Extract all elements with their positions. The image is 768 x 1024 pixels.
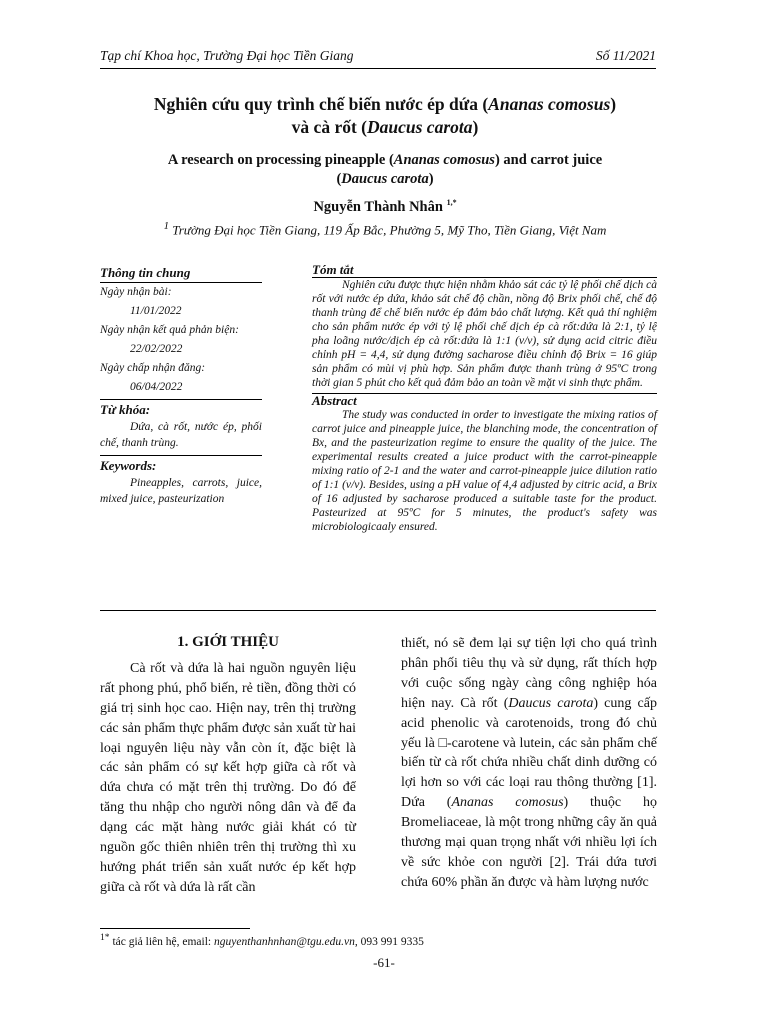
title-vi-scientific-name: Ananas comosus	[488, 94, 611, 114]
accepted-label: Ngày chấp nhận đăng:	[100, 362, 206, 374]
title-vi-text: và cà rốt (	[291, 117, 367, 137]
keywords-en-heading: Keywords:	[100, 458, 157, 473]
intro-paragraph-left: Cà rốt và dứa là hai nguồn nguyên liệu rất phong phú, phổ biến, rẻ tiền, đồng thời có giá trị sinh học cao. Hiện nay, trên thị trường các sản phẩm thực phẩm được sản xuất từ hai loại nguyên liệu này vẫn còn ít, đặc biệt là các sản phẩm có sự kết hợp giữa cà rốt và dứa chưa có mặt trên thị trường. Do đó để tăng thu nhập cho người nông dân và để đa dạng các mặt hàng nước giải khát có từ nguồn gốc thiên nhiên trên thị trường thì xu hướng phát triển sản xuất nước ép kết hợp giữa cà rốt và dứa là rất cần	[100, 660, 356, 895]
author-superscript: 1,*	[446, 198, 457, 207]
abstract-en-heading: Abstract	[312, 393, 357, 408]
title-en-scientific-name: Daucus carota	[341, 171, 429, 187]
footnote-rule	[100, 928, 250, 929]
keywords-vi: Dứa, cà rốt, nước ép, phối chế, thanh trùng.	[100, 421, 262, 449]
footnote	[100, 932, 424, 948]
title-en-text: A research on processing pineapple (	[167, 152, 394, 168]
footnote-email[interactable]: nguyenthanhnhan@tgu.edu.vn	[214, 935, 355, 948]
received-date: 11/01/2022	[130, 305, 182, 317]
section-title: GIỚI THIỆU	[192, 634, 279, 650]
abstract-en-text: The study was conducted in order to investigate the mixing ratios of carrot juice and pineapple juice, the blanching mode, the concentration of Bx, and the pasteurization regime to ensure the quality of the juice. The experimental results created a juice product with the carrot-pineapple mixing ratio of 2-1 and the water and carrot-pineapple juice dilution ratio of 1:1 (v/v). Besides, using a pH value of 4,4 adjusted by citric acid, a Brix of 16 adjusted by sacharose produced a suitable taste for the product. Pasteurized at 95ºC for 5 minutes, the product's safety was microbiologicaaly ensured.	[312, 409, 657, 533]
body-left-column	[100, 633, 356, 898]
abstract-vi-text: Nghiên cứu được thực hiện nhằm khảo sát các tỷ lệ phối chế dịch cà rốt với nước ép dứa, khảo sát chế độ chần, nồng độ Brix phối chế, chế độ thanh trùng để chế biến nước ép đảm bảo chất lượng. Kết quả thí nghiệm cho sản phẩm nước ép với tỷ lệ phối chế dịch ép cà rốt:dứa là 2:1, tỷ lệ pha loãng nước/dịch ép cà rốt:dứa là 1:1 (v/v), sử dụng acid citric điều chỉnh pH = 4,4, sử dụng đường sacharose điều chỉnh độ Brix = 16 giúp sản phẩm có mùi vị phù hợp. Sản phẩm được thanh trùng ở 95ºC trong thời gian 5 phút cho kết quả đảm bảo an toàn về mặt vi sinh thực phẩm.	[312, 279, 657, 389]
section-heading	[100, 633, 356, 653]
abstract-section	[312, 263, 657, 534]
keywords-en: Pineapples, carrots, juice, mixed juice, pasteurization	[100, 477, 262, 505]
received-label: Ngày nhận bài:	[100, 286, 172, 298]
title-english	[80, 151, 690, 189]
affiliation	[80, 220, 690, 238]
scientific-name: Ananas comosus	[451, 795, 564, 811]
intro-paragraph-right: ) cung cấp acid phenolic và carotenoids, trong đó chủ yếu là □-carotene và lutein, các sản phẩm chế biến từ cà rốt chứa nhiều chất dinh dưỡng có lợi hơn so với các loại rau thông thường [1]. Dứa (	[401, 695, 657, 811]
title-vietnamese	[80, 93, 690, 139]
issue-number: Số 11/2021	[595, 48, 656, 63]
keywords-vi-heading: Từ khóa:	[100, 402, 151, 417]
title-vi-scientific-name: Daucus carota	[367, 117, 473, 137]
title-en-scientific-name: Ananas comosus	[393, 152, 495, 168]
title-en-text: ) and carrot juice	[494, 152, 603, 168]
title-vi-text: Nghiên cứu quy trình chế biến nước ép dứa (	[153, 94, 489, 114]
accepted-date: 06/04/2022	[130, 381, 183, 393]
abstract-bottom-rule	[100, 610, 656, 611]
article-info-sidebar	[100, 263, 262, 507]
review-label: Ngày nhận kết quả phản biện:	[100, 324, 239, 336]
running-header	[100, 48, 656, 64]
title-en-text: )	[428, 171, 434, 187]
affiliation-text: Trường Đại học Tiền Giang, 119 Ấp Bắc, Phường 5, Mỹ Tho, Tiền Giang, Việt Nam	[172, 222, 607, 238]
header-rule	[100, 68, 656, 69]
journal-name: Tạp chí Khoa học, Trường Đại học Tiền Giang	[100, 48, 354, 63]
body-right-column	[401, 634, 657, 893]
intro-paragraph-right: thiết, nó sẽ đem lại sự tiện lợi cho quá trình phân phối tiêu thụ và sử dụng, rất thích hợp với cuộc sống ngày càng công nghiệp hóa hiện nay. Cà rốt (	[401, 636, 657, 711]
title-en-text: (	[336, 171, 342, 187]
page-number: -61-	[373, 955, 395, 970]
review-date: 22/02/2022	[130, 343, 183, 355]
abstract-vi-heading: Tóm tắt	[312, 262, 354, 277]
footnote-phone: , 093 991 9335	[354, 935, 424, 948]
author	[80, 198, 690, 216]
affiliation-superscript: 1	[163, 220, 169, 232]
intro-paragraph-right: ) thuộc họ Bromeliaceae, là một trong những cây ăn quả thương mại quan trọng nhất với nhiều lợi ích về sức khỏe con người [2]. Trái dứa tươi chứa 60% phần ăn được và hàm lượng nước	[401, 795, 657, 890]
title-vi-text: )	[610, 94, 617, 114]
footnote-marker: 1*	[100, 932, 110, 943]
author-name: Nguyễn Thành Nhân	[313, 198, 443, 215]
section-number: 1.	[177, 634, 189, 650]
info-heading: Thông tin chung	[100, 265, 191, 280]
scientific-name: Daucus carota	[508, 695, 594, 711]
title-vi-text: )	[472, 117, 479, 137]
footnote-label: tác giả liên hệ, email:	[109, 935, 214, 948]
